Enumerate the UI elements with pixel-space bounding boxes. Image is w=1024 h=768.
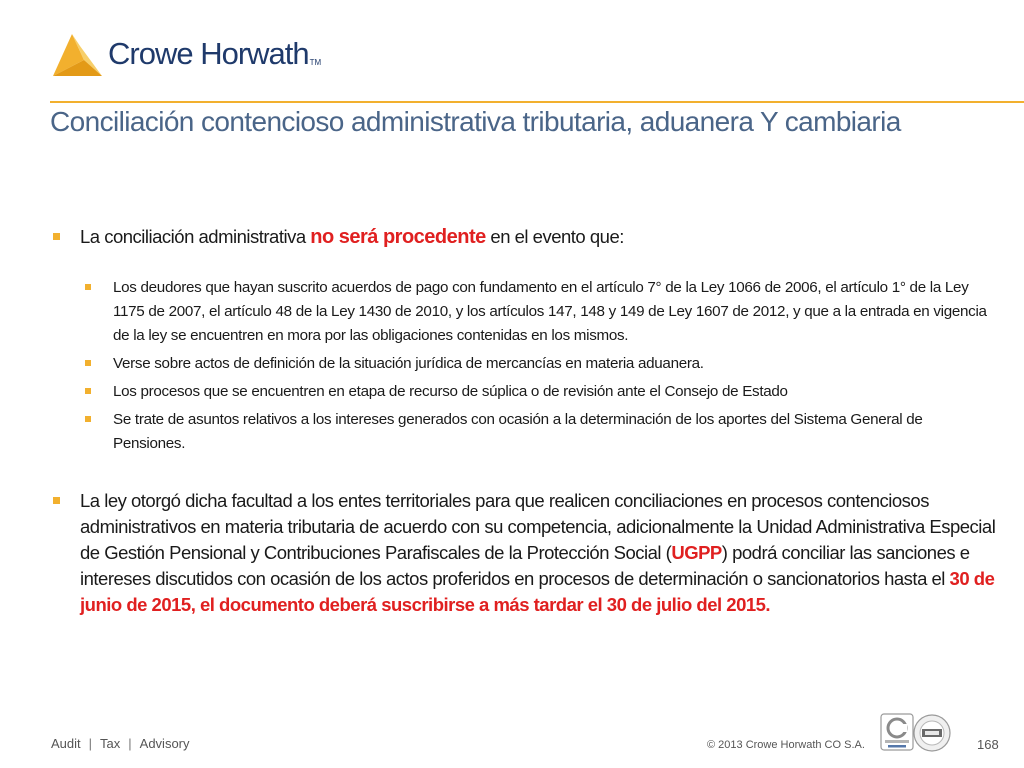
footer-audit: Audit	[51, 736, 81, 751]
page-number: 168	[977, 737, 999, 752]
sub-bullet-mercancias: Verse sobre actos de definición de la situación jurídica de mercancías en materia aduanera.	[83, 352, 998, 376]
footer-advisory: Advisory	[139, 736, 190, 751]
copyright: © 2013 Crowe Horwath CO S.A.	[707, 739, 865, 751]
bullet-square-icon	[85, 360, 91, 366]
sub-bullet-deudores: Los deudores que hayan suscrito acuerdos de pago con fundamento en el artículo 7° de la Ley 1066 de 2006, el artículo 1° de la Ley 1175 de 2007, el artículo 48 de la Ley 1430 de 2010, y los artículos 147, 148 y 149 de Ley 1607 de 2012, y que a la entrada en vigencia de la ley se encuentren en mora por las obligaciones contenidas en los mismos.	[83, 276, 998, 348]
footer-services	[51, 736, 190, 751]
bullet-facultad: La ley otorgó dicha facultad a los entes territoriales para que realicen conciliaciones en procesos contenciosos administrativos en materia tributaria de acuerdo con su competencia, adicionalmente la Unidad Administrativa Especial de Gestión Pensional y Contribuciones Parafiscales de la Protección Social (UGPP) podrá conciliar las sanciones e intereses discutidos con ocasión de los actos proferidos en procesos de determinación o sancionatorios hasta el 30 de junio de 2015, el documento deberá suscribirse a más tardar el 30 de julio del 2015.	[50, 488, 1000, 618]
bullet-square-icon	[85, 388, 91, 394]
iso-certification-icon	[880, 713, 914, 751]
header-rule	[50, 101, 1024, 103]
slide-title: Conciliación contencioso administrativa tributaria, aduanera Y cambiaria	[50, 106, 901, 137]
crowe-horwath-logo-icon	[50, 32, 104, 78]
trademark-mark: TM	[309, 58, 322, 67]
slide-content	[50, 224, 1000, 618]
bullet-procedente: La conciliación administrativa no será procedente en el evento que:	[50, 224, 1000, 250]
emphasis-no-procedente: no será procedente	[310, 226, 486, 248]
sub-bullet-suplica: Los procesos que se encuentren en etapa de recurso de súplica o de revisión ante el Consejo de Estado	[83, 380, 998, 404]
footer-separator: |	[128, 736, 132, 751]
ugpp-emphasis: UGPP	[671, 542, 722, 563]
bullet-square-icon	[53, 497, 60, 504]
iqnet-certification-icon	[912, 713, 952, 753]
bullet-square-icon	[53, 233, 60, 240]
sub-bullet-pensiones: Se trate de asuntos relativos a los intereses generados con ocasión a la determinación de los aportes del Sistema General de Pensiones.	[83, 408, 998, 456]
footer-separator: |	[88, 736, 93, 751]
bullet-square-icon	[85, 284, 91, 290]
footer-tax: Tax	[100, 736, 121, 751]
brand-name: Crowe HorwathTM	[108, 36, 322, 71]
deadline-emphasis: 30 de junio de 2015, el documento deberá suscribirse a más tardar el 30 de julio del 2015.	[80, 568, 995, 615]
bullet-square-icon	[85, 416, 91, 422]
